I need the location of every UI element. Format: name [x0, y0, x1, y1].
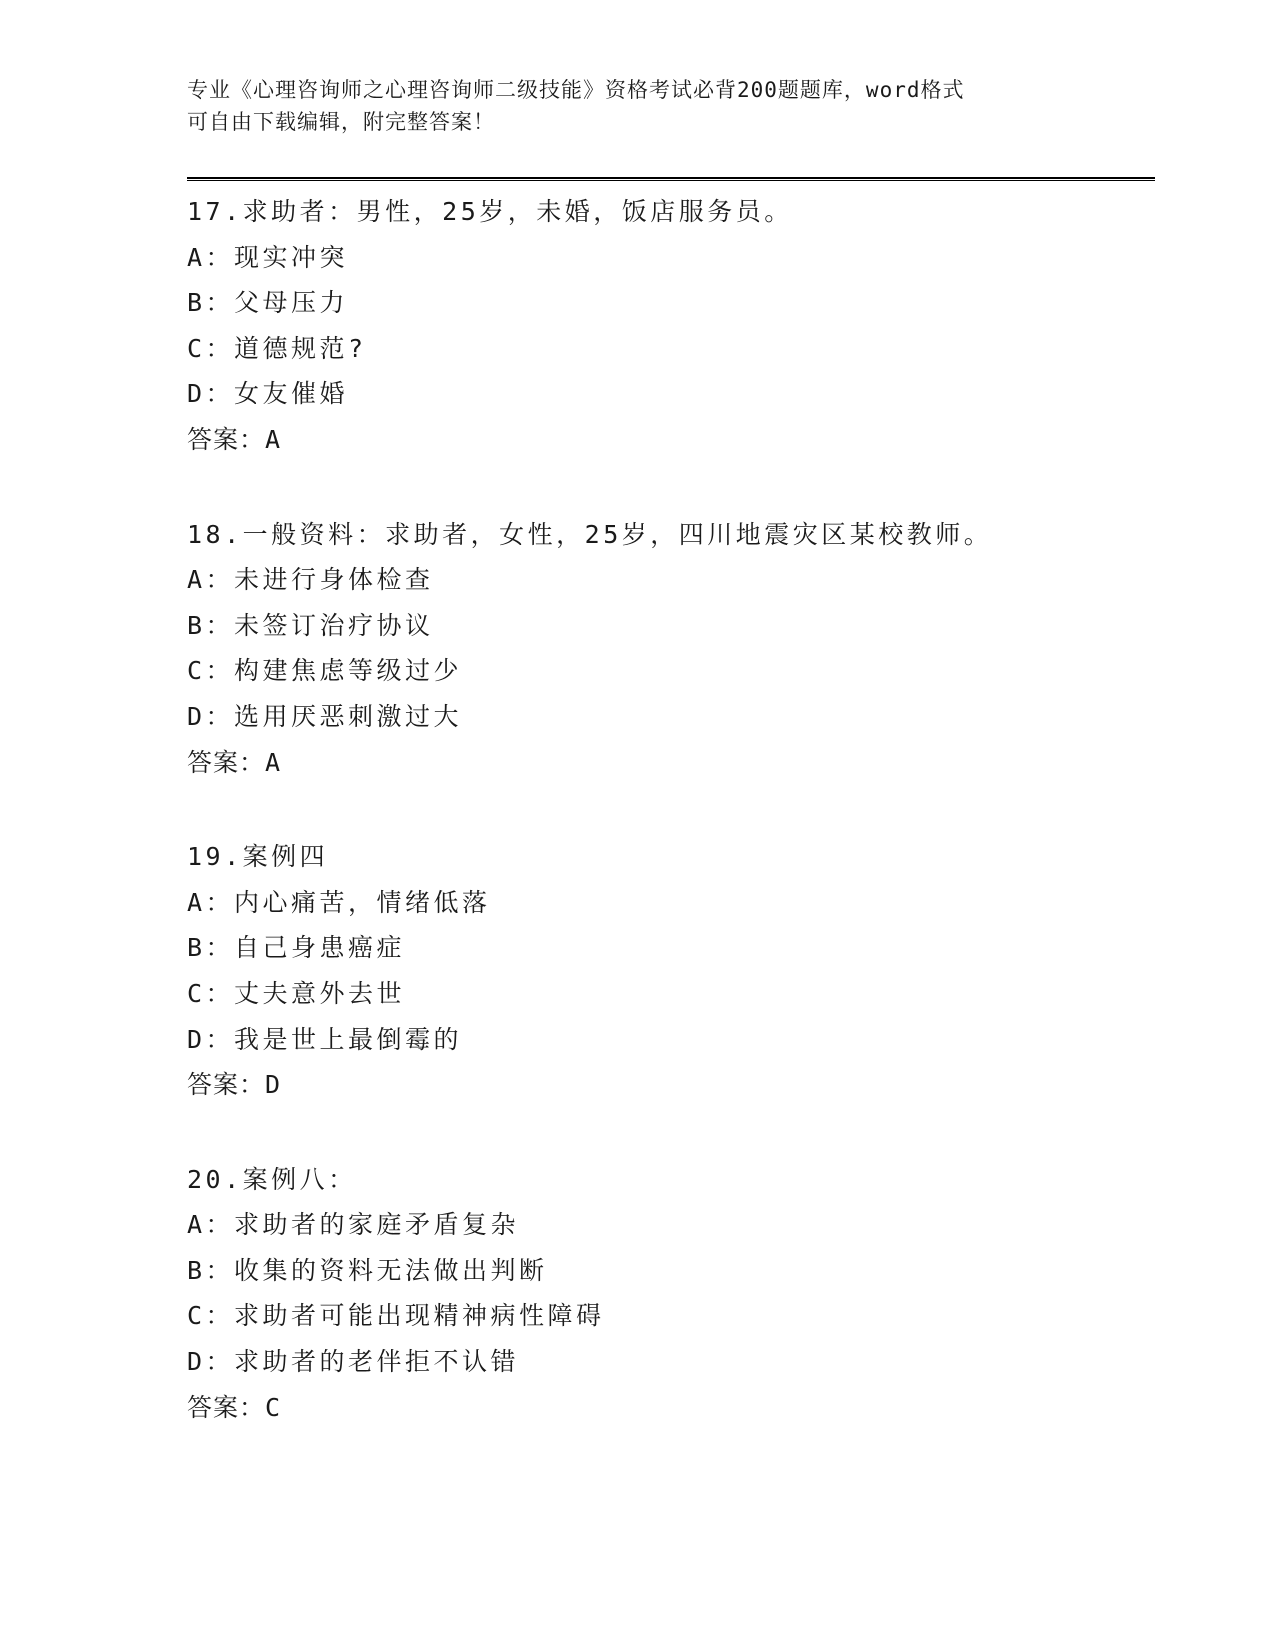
header-title-line-1: 专业《心理咨询师之心理咨询师二级技能》资格考试必背200题题库，word格式	[187, 78, 965, 102]
answer-label: 答案：	[187, 1392, 266, 1422]
question-19	[187, 834, 1155, 1108]
option-a: A：求助者的家庭矛盾复杂	[187, 1210, 520, 1240]
question-18	[187, 512, 1155, 786]
answer-line	[187, 1062, 1155, 1108]
option-a: A：未进行身体检查	[187, 565, 434, 595]
option-b: B：父母压力	[187, 288, 349, 318]
option-c: C：道德规范?	[187, 333, 367, 363]
option-d: D：选用厌恶刺激过大	[187, 701, 463, 731]
question-stem: 17.求助者：男性，25岁，未婚，饭店服务员。	[187, 197, 793, 226]
answer-line	[187, 417, 1155, 463]
document-header	[187, 74, 1067, 138]
header-title-line-2: 可自由下载编辑，附完整答案！	[187, 110, 495, 134]
answer-label: 答案：	[187, 747, 266, 777]
option-c: C：丈夫意外去世	[187, 978, 406, 1008]
answer-value: A	[265, 424, 282, 454]
question-17	[187, 189, 1155, 463]
option-d: D：求助者的老伴拒不认错	[187, 1347, 520, 1377]
answer-label: 答案：	[187, 424, 266, 454]
option-b: B：收集的资料无法做出判断	[187, 1255, 548, 1285]
option-d: D：女友催婚	[187, 379, 349, 409]
answer-value: A	[265, 747, 282, 777]
question-stem: 20.案例八：	[187, 1164, 357, 1194]
answer-label: 答案：	[187, 1070, 266, 1100]
option-b: B：未签订治疗协议	[187, 610, 434, 640]
answer-line	[187, 1385, 1155, 1431]
option-a: A：现实冲突	[187, 242, 349, 272]
option-c: C：构建焦虑等级过少	[187, 656, 463, 686]
option-b: B：自己身患癌症	[187, 933, 406, 963]
question-list	[187, 189, 1155, 1479]
header-divider	[187, 177, 1155, 181]
answer-value: C	[265, 1392, 282, 1422]
option-c: C：求助者可能出现精神病性障碍	[187, 1301, 605, 1331]
question-20	[187, 1157, 1155, 1431]
option-d: D：我是世上最倒霉的	[187, 1024, 463, 1054]
answer-line	[187, 740, 1155, 786]
answer-value: D	[265, 1070, 282, 1100]
question-stem: 18.一般资料：求助者，女性，25岁，四川地震灾区某校教师。	[187, 519, 993, 549]
option-a: A：内心痛苦，情绪低落	[187, 887, 491, 917]
question-stem: 19.案例四	[187, 842, 329, 872]
